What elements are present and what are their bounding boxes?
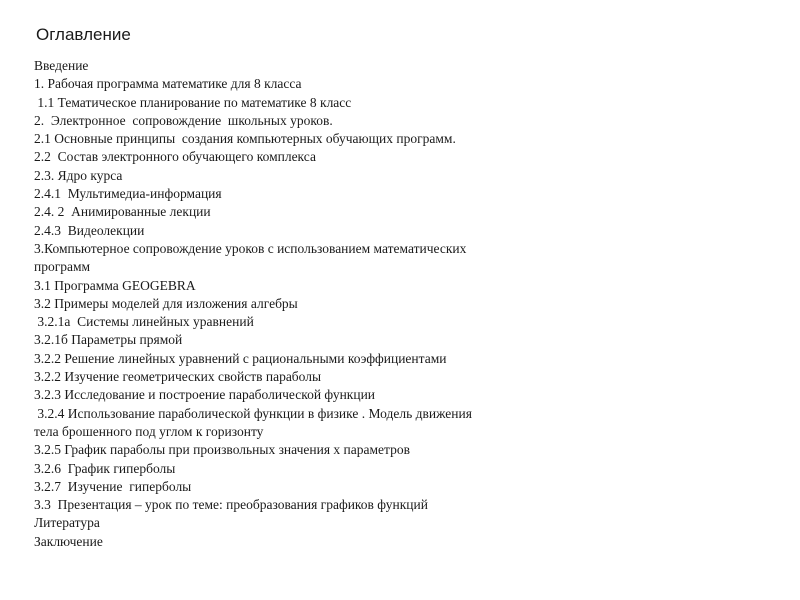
toc-entry: 2.4.3 Видеолекции [34, 222, 145, 238]
toc-entry: 2.4.1 Мультимедиа-информация [34, 186, 222, 202]
toc-entry: Введение [34, 58, 89, 73]
toc-entry: 2.2 Состав электронного обучающего комплекса [34, 149, 316, 165]
toc-entry: 3.Компьютерное сопровождение уроков с использованием математических [34, 240, 467, 256]
toc-entry: программ [34, 259, 91, 275]
toc-entry: Заключение [34, 533, 103, 549]
toc-entry: 1.1 Тематическое планирование по математике 8 класс [34, 94, 352, 110]
page-title: Оглавление [36, 25, 131, 44]
toc-entry: 2. Электронное сопровождение школьных уроков. [34, 112, 333, 128]
toc-entry: 3.1 Программа GEOGEBRA [34, 277, 196, 293]
toc-entry: 3.2.2 Изучение геометрических свойств параболы [34, 369, 322, 385]
toc-entry: 2.3. Ядро курса [34, 167, 123, 183]
toc-entry: 2.1 Основные принципы создания компьютерных обучающих программ. [34, 131, 456, 147]
toc-entry: 3.2.2 Решение линейных уравнений с рациональными коэффициентами [34, 350, 447, 366]
toc-entry: Литература [34, 515, 100, 531]
toc-entry: тела брошенного под углом к горизонту [34, 423, 264, 439]
toc-entry: 2.4. 2 Анимированные лекции [34, 204, 211, 220]
toc-entry: 3.2.5 График параболы при произвольных значения х параметров [34, 442, 410, 458]
toc-entry: 3.2.1б Параметры прямой [34, 332, 183, 348]
toc-entry: 3.2 Примеры моделей для изложения алгебры [34, 295, 298, 311]
toc-entry: 3.2.7 Изучение гиперболы [34, 478, 192, 494]
toc-entry: 3.2.3 Исследование и построение параболической функции [34, 387, 376, 403]
table-of-contents [34, 57, 554, 551]
toc-entry: 3.2.1а Системы линейных уравнений [34, 314, 254, 330]
toc-entry: 3.3 Презентация – урок по теме: преобразования графиков функций [34, 497, 428, 513]
toc-entry: 3.2.4 Использование параболической функции в физике . Модель движения [34, 405, 472, 421]
toc-entry: 1. Рабочая программа математике для 8 класса [34, 76, 302, 92]
toc-entry: 3.2.6 График гиперболы [34, 460, 176, 476]
